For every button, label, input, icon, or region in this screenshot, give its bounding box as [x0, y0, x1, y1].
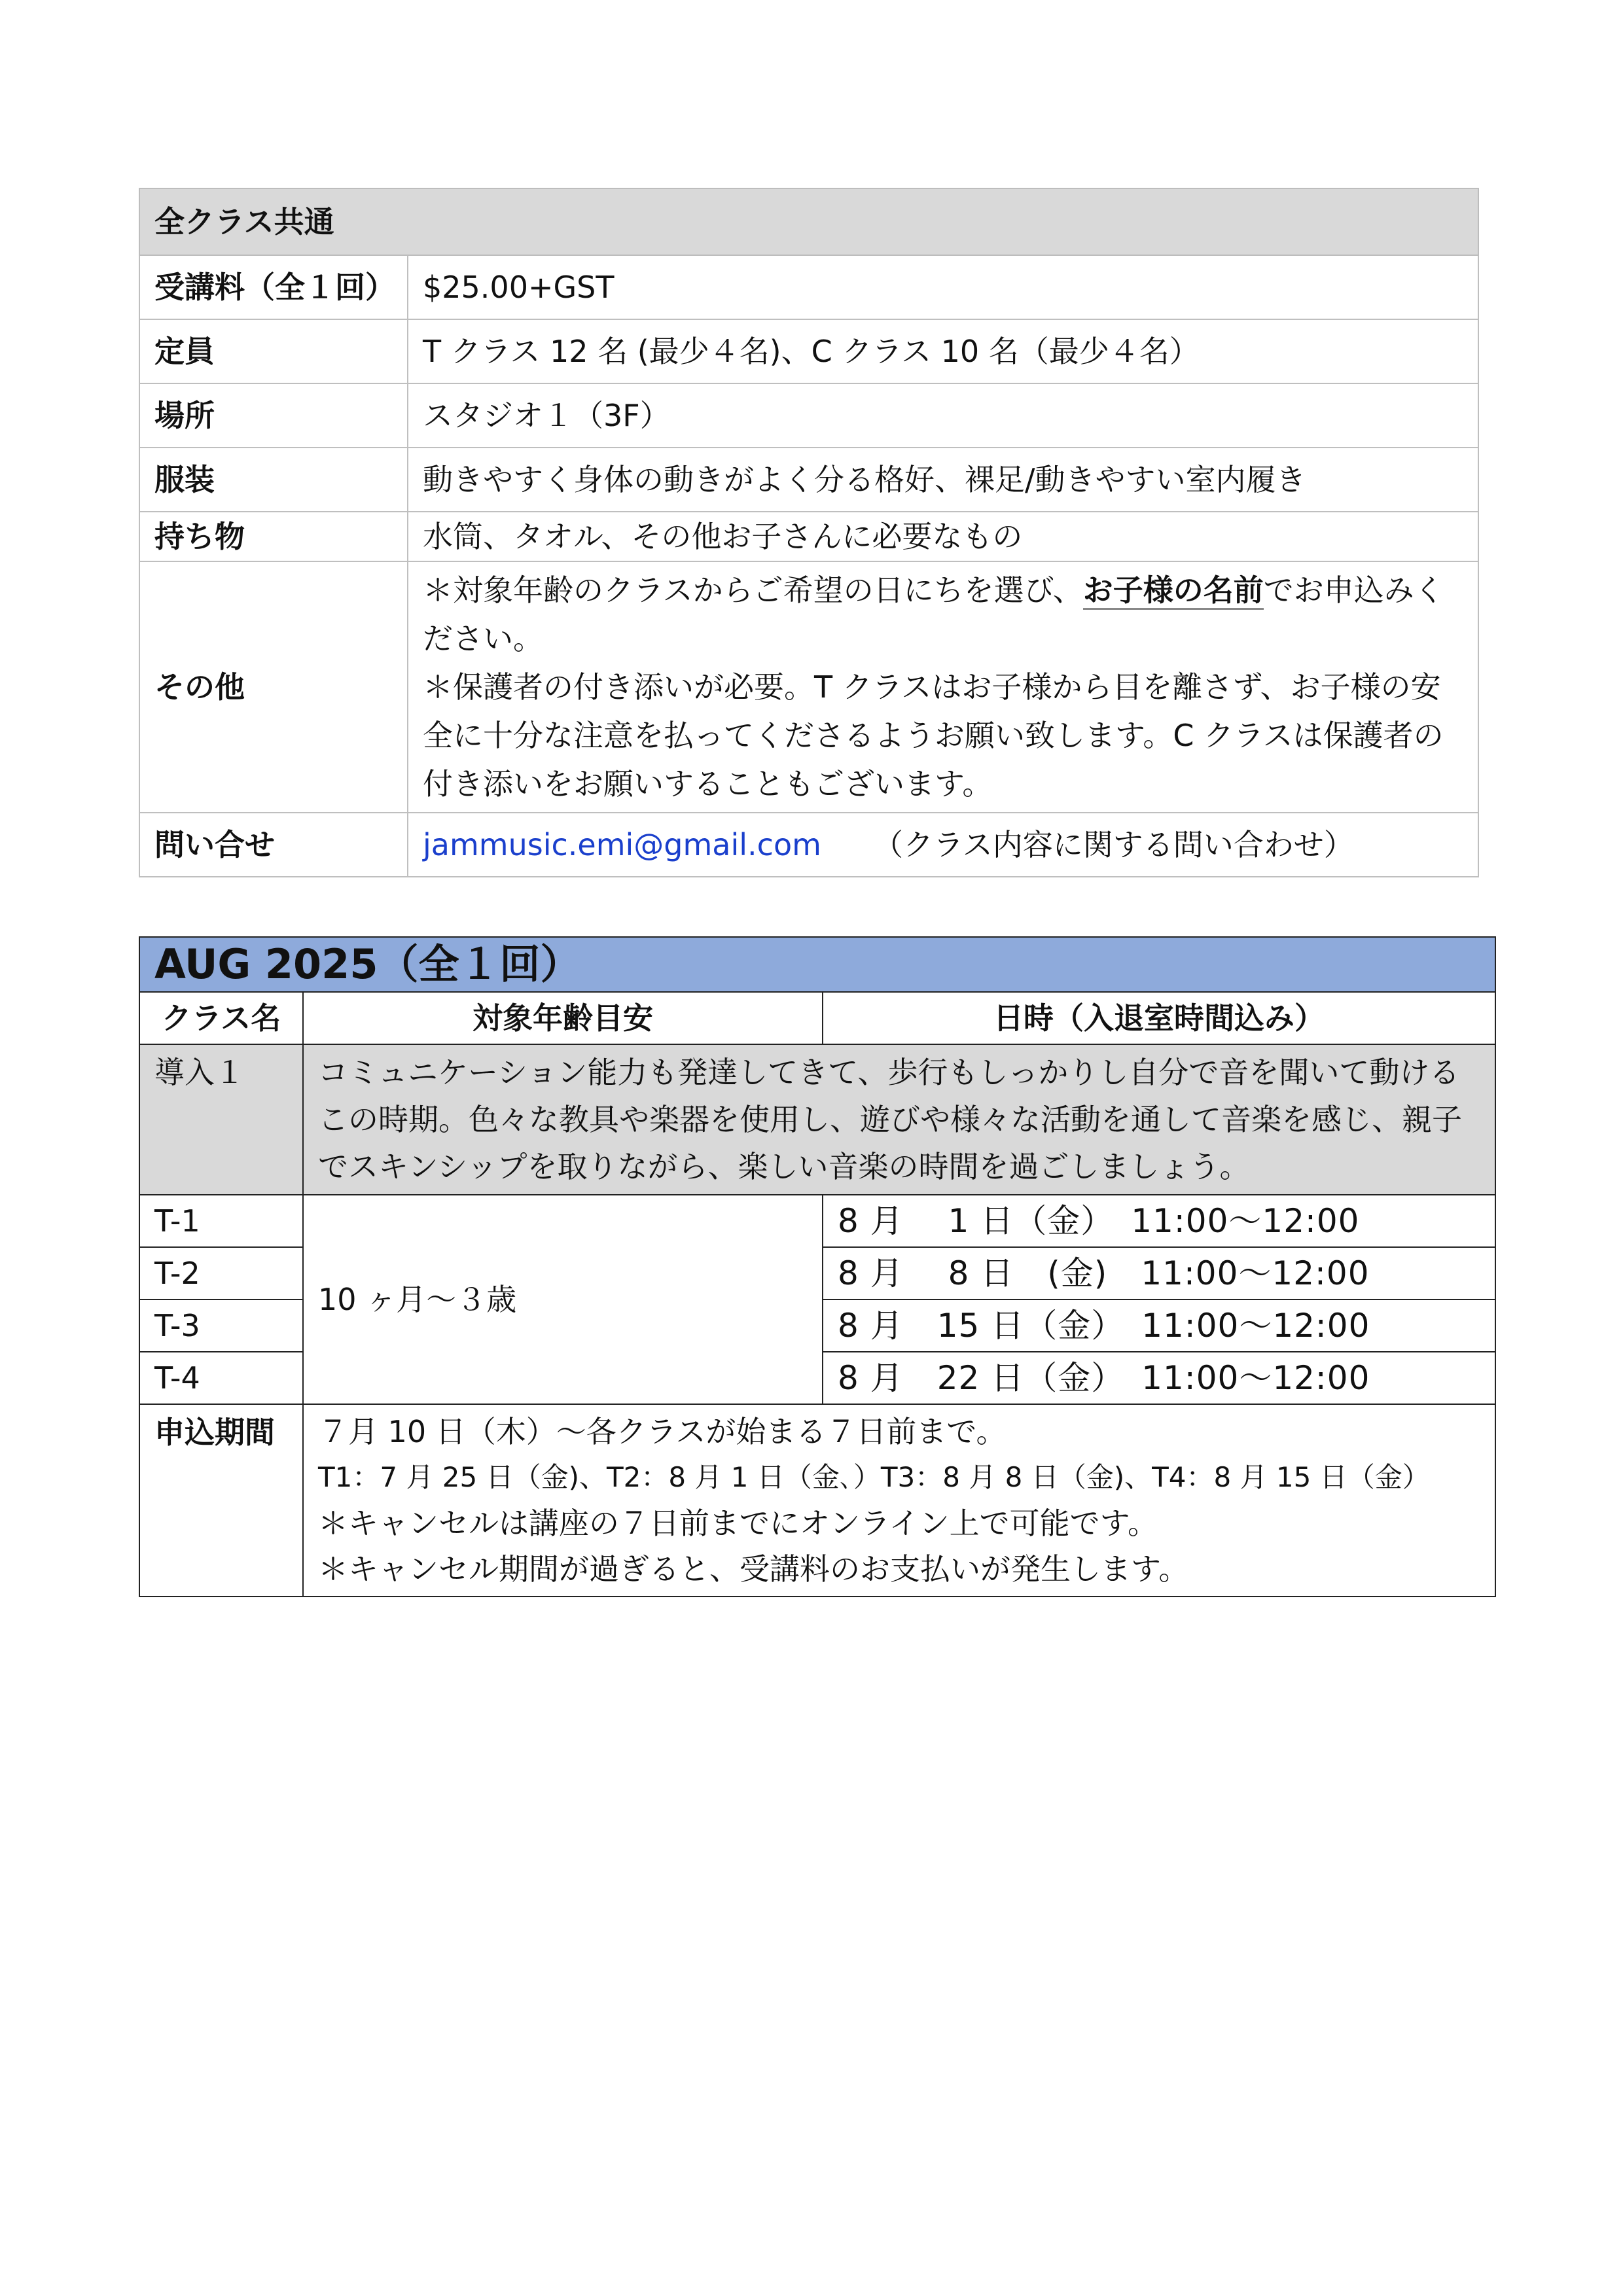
fee-row	[139, 255, 1478, 319]
contact-label: 問い合せ	[139, 813, 408, 877]
common-title: 全クラス共通	[139, 188, 1478, 255]
application-deadlines: T1：7 月 25 日（金)、T2：8 月 1 日（金､）T3：8 月 8 日（金)、T4：8 月 15 日（金）	[318, 1461, 1430, 1493]
intro-description: コミュニケーション能力も発達してきて、歩行もしっかりし自分で音を聞いて動けるこの時期。色々な教具や楽器を使用し、遊びや様々な活動を通して音楽を感じ、親子でスキンシップを取りながら、楽しい音楽の時間を過ごしましょう。	[303, 1044, 1495, 1195]
class-name: T-1	[139, 1195, 303, 1247]
belongings-row	[139, 512, 1478, 561]
schedule-title-row	[139, 937, 1495, 992]
belongings-value: 水筒、タオル、その他お子さんに必要なもの	[408, 512, 1478, 561]
class-datetime: 8 月 8 日 (金) 11:00〜12:00	[823, 1247, 1495, 1299]
other-note1-pre: ＊対象年齢のクラスからご希望の日にちを選び、	[423, 573, 1083, 608]
class-name: T-3	[139, 1299, 303, 1352]
clothing-row	[139, 448, 1478, 512]
intro-row	[139, 1044, 1495, 1195]
location-label: 場所	[139, 383, 408, 448]
child-name-emphasis: お子様の名前	[1083, 573, 1264, 610]
schedule-title: AUG 2025（全１回）	[139, 937, 1495, 992]
class-name: T-2	[139, 1247, 303, 1299]
other-row	[139, 561, 1478, 813]
schedule-header-row	[139, 992, 1495, 1044]
class-datetime: 8 月 15 日（金） 11:00〜12:00	[823, 1299, 1495, 1352]
location-row	[139, 383, 1478, 448]
belongings-label: 持ち物	[139, 512, 408, 561]
intro-class-name: 導入１	[139, 1044, 303, 1195]
capacity-row	[139, 319, 1478, 383]
application-details	[303, 1404, 1495, 1597]
application-period: ７月 10 日（木）〜各クラスが始まる７日前まで。	[318, 1414, 1007, 1449]
class-datetime: 8 月 22 日（金） 11:00〜12:00	[823, 1352, 1495, 1404]
other-label: その他	[139, 561, 408, 813]
clothing-label: 服装	[139, 448, 408, 512]
schedule-table	[139, 936, 1496, 1597]
capacity-value: T クラス 12 名 (最少４名)、C クラス 10 名（最少４名）	[408, 319, 1478, 383]
fee-value: $25.00+GST	[408, 255, 1478, 319]
cancel-policy: ＊キャンセルは講座の７日前までにオンライン上で可能です。	[318, 1506, 1158, 1541]
contact-note: （クラス内容に関する問い合わせ）	[873, 827, 1354, 862]
contact-email-link[interactable]: jammusic.emi@gmail.com	[423, 827, 821, 862]
capacity-label: 定員	[139, 319, 408, 383]
application-label: 申込期間	[139, 1404, 303, 1597]
other-note1-post: でお申込みください。	[423, 573, 1444, 656]
target-age: 10 ヶ月〜３歳	[303, 1195, 823, 1404]
common-info-table	[139, 188, 1479, 877]
application-row	[139, 1404, 1495, 1597]
contact-row	[139, 813, 1478, 877]
common-header-row	[139, 188, 1478, 255]
other-note2: ＊保護者の付き添いが必要。T クラスはお子様から目を離さず、お子様の安全に十分な注意を払ってくださるようお願い致します。C クラスは保護者の付き添いをお願いすることもございます。	[423, 669, 1444, 802]
location-value: スタジオ１（3F）	[408, 383, 1478, 448]
class-datetime: 8 月 1 日（金） 11:00〜12:00	[823, 1195, 1495, 1247]
fee-label: 受講料（全１回）	[139, 255, 408, 319]
contact-value	[408, 813, 1478, 877]
header-datetime: 日時（入退室時間込み）	[823, 992, 1495, 1044]
class-name: T-4	[139, 1352, 303, 1404]
cancel-fee-note: ＊キャンセル期間が過ぎると、受講料のお支払いが発生します。	[318, 1551, 1189, 1587]
header-class-name: クラス名	[139, 992, 303, 1044]
clothing-value: 動きやすく身体の動きがよく分る格好、裸足/動きやすい室内履き	[408, 448, 1478, 512]
class-row-t1	[139, 1195, 1495, 1247]
other-notes	[408, 561, 1478, 813]
header-age: 対象年齢目安	[303, 992, 823, 1044]
